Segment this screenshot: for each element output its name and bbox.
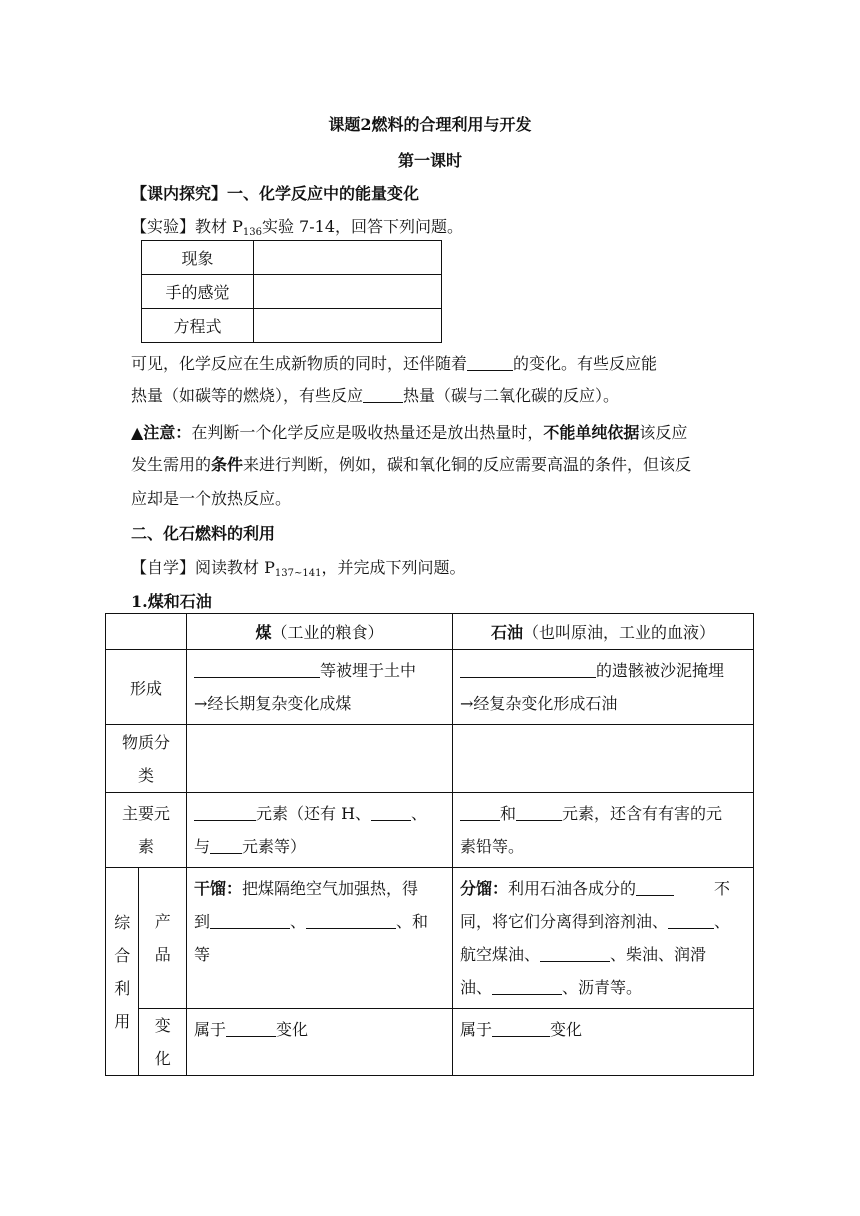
text: 同，将它们分离得到溶剂油、 — [460, 912, 669, 931]
text: （工业的粮食） — [271, 623, 384, 642]
text: 素 — [137, 837, 154, 856]
paragraph-line-2 — [131, 383, 741, 406]
text: 到 — [194, 912, 211, 931]
fill-blank[interactable] — [516, 806, 562, 821]
text: 分馏： — [460, 879, 509, 898]
text: 、沥青等。 — [562, 978, 643, 997]
fill-blank[interactable] — [363, 388, 403, 403]
page-subscript: 136 — [242, 227, 262, 238]
text: 的变化。有些反应能 — [513, 354, 658, 373]
self-study-bracket: 【自学】 — [131, 558, 196, 577]
note-label: ▲注意： — [131, 423, 192, 442]
text: 素铅等。 — [460, 837, 525, 856]
coal-formation-cell — [187, 650, 453, 725]
row-label-change — [139, 1009, 187, 1076]
text: 和 — [500, 804, 517, 823]
text: →经复杂变化形成石油 — [460, 694, 618, 713]
text: 等被埋于土中 — [320, 661, 417, 680]
text: 热量（碳与二氧化碳的反应）。 — [403, 386, 620, 405]
text: 可见，化学反应在生成新物质的同时，还伴随着 — [131, 354, 468, 373]
text: 、 — [714, 912, 731, 931]
page-title: 课题2燃料的合理利用与开发 — [328, 115, 532, 134]
text: 在判断一个化学反应是吸收热量还是放出热量时， — [191, 423, 544, 442]
fill-blank[interactable] — [210, 914, 290, 929]
section-heading-3: 1.煤和石油 — [131, 592, 212, 611]
text: 变化 — [550, 1020, 583, 1039]
text: 的遗骸被沙泥掩埋 — [596, 661, 725, 680]
text: 化 — [154, 1049, 171, 1068]
text: 把煤隔绝空气加强热，得 — [242, 879, 419, 898]
row-label-hand-feel: 手的感觉 — [142, 275, 254, 309]
text: 变化 — [276, 1020, 309, 1039]
fill-blank[interactable] — [492, 1022, 550, 1037]
text: 利 — [114, 978, 131, 998]
self-study-line — [131, 555, 741, 579]
oil-formation-cell — [453, 650, 754, 725]
text: 品 — [154, 945, 171, 964]
fill-blank[interactable] — [226, 1022, 276, 1037]
text: 物质分 — [121, 732, 170, 752]
coal-classification-cell[interactable] — [187, 725, 453, 793]
text: 用 — [114, 1011, 131, 1031]
oil-elements-cell — [453, 793, 754, 868]
oil-change-cell — [453, 1009, 754, 1076]
coal-header — [187, 614, 453, 650]
section-heading-2: 二、化石燃料的利用 — [131, 524, 276, 543]
text: 主要元 — [121, 804, 170, 823]
row-label-formation: 形成 — [106, 650, 187, 725]
coal-oil-table — [105, 613, 754, 1076]
text: →经长期复杂变化成煤 — [194, 694, 352, 713]
text: 煤 — [255, 623, 272, 642]
text: （也叫原油，工业的血液） — [523, 623, 716, 642]
experiment-text-b: 实验 7-14，回答下列问题。 — [261, 217, 464, 236]
page-subscript: 137~141 — [274, 568, 322, 579]
section-text: 一、化学反应中的能量变化 — [227, 184, 420, 203]
text: 等 — [194, 945, 211, 964]
fill-blank[interactable] — [460, 663, 596, 678]
fill-blank[interactable] — [467, 356, 513, 371]
text: 不 — [714, 879, 731, 898]
answer-cell-hand-feel[interactable] — [254, 275, 442, 309]
text: 热量（如碳等的燃烧），有些反应 — [131, 386, 364, 405]
text: 综 — [114, 912, 131, 932]
text: 利用石油各成分的 — [508, 879, 637, 898]
text: 类 — [137, 765, 154, 785]
experiment-text-a: 教材 P — [195, 217, 243, 236]
coal-change-cell — [187, 1009, 453, 1076]
fill-blank[interactable] — [492, 980, 562, 995]
text: 元素等） — [242, 837, 307, 856]
fill-blank[interactable] — [668, 914, 714, 929]
row-label-classification — [106, 725, 187, 793]
fill-blank[interactable] — [194, 806, 256, 821]
coal-elements-cell — [187, 793, 453, 868]
text: 、 — [290, 912, 307, 931]
fill-blank[interactable] — [636, 881, 674, 896]
row-label-equation: 方程式 — [142, 309, 254, 343]
emphasis-text: 条件 — [211, 455, 244, 474]
text: 该反应 — [639, 423, 688, 442]
paragraph-line-1 — [131, 351, 741, 374]
text: ，并完成下列问题。 — [321, 558, 466, 577]
text: 属于 — [460, 1020, 493, 1039]
fill-blank[interactable] — [210, 839, 242, 854]
section-bracket: 【课内探究】 — [131, 184, 228, 203]
text: 来进行判断，例如，碳和氧化铜的反应需要高温的条件，但该反 — [243, 455, 692, 474]
fill-blank[interactable] — [371, 806, 411, 821]
text: 合 — [114, 945, 131, 965]
text: 石油 — [490, 623, 523, 642]
row-label-elements — [106, 793, 187, 868]
oil-header — [453, 614, 754, 650]
row-label-phenomenon: 现象 — [142, 241, 254, 275]
text: 、和 — [396, 912, 429, 931]
oil-classification-cell[interactable] — [453, 725, 754, 793]
corner-cell — [106, 614, 187, 650]
page-subtitle: 第一课时 — [397, 151, 462, 170]
answer-cell-phenomenon[interactable] — [254, 241, 442, 275]
row-label-comprehensive-use — [106, 868, 139, 1076]
note-line-2 — [131, 452, 741, 475]
text: 与 — [194, 837, 211, 856]
text: 阅读教材 P — [195, 558, 275, 577]
experiment-line — [131, 214, 741, 238]
text: 属于 — [194, 1020, 227, 1039]
experiment-bracket: 【实验】 — [131, 217, 196, 236]
note-line-3: 应却是一个放热反应。 — [131, 489, 292, 508]
text: 、柴油、润滑 — [610, 945, 707, 964]
text: 发生需用的 — [131, 455, 212, 474]
text: 产 — [154, 912, 171, 931]
row-label-products — [139, 868, 187, 1009]
coal-products-cell — [187, 868, 453, 1009]
fill-blank[interactable] — [460, 806, 500, 821]
text: 元素（还有 H、 — [256, 804, 372, 823]
note-line-1 — [131, 420, 741, 443]
text: 、 — [411, 804, 428, 823]
fill-blank[interactable] — [194, 663, 320, 678]
oil-products-cell — [453, 868, 754, 1009]
text: 变 — [154, 1016, 171, 1035]
emphasis-text: 不能单纯依据 — [543, 423, 640, 442]
answer-cell-equation[interactable] — [254, 309, 442, 343]
text: 油、 — [460, 978, 493, 997]
fill-blank[interactable] — [306, 914, 396, 929]
text: 元素，还含有有害的元 — [562, 804, 723, 823]
observation-table — [141, 240, 442, 343]
fill-blank[interactable] — [540, 947, 610, 962]
section-heading-1 — [131, 181, 741, 204]
text: 干馏： — [194, 879, 243, 898]
text: 航空煤油、 — [460, 945, 541, 964]
